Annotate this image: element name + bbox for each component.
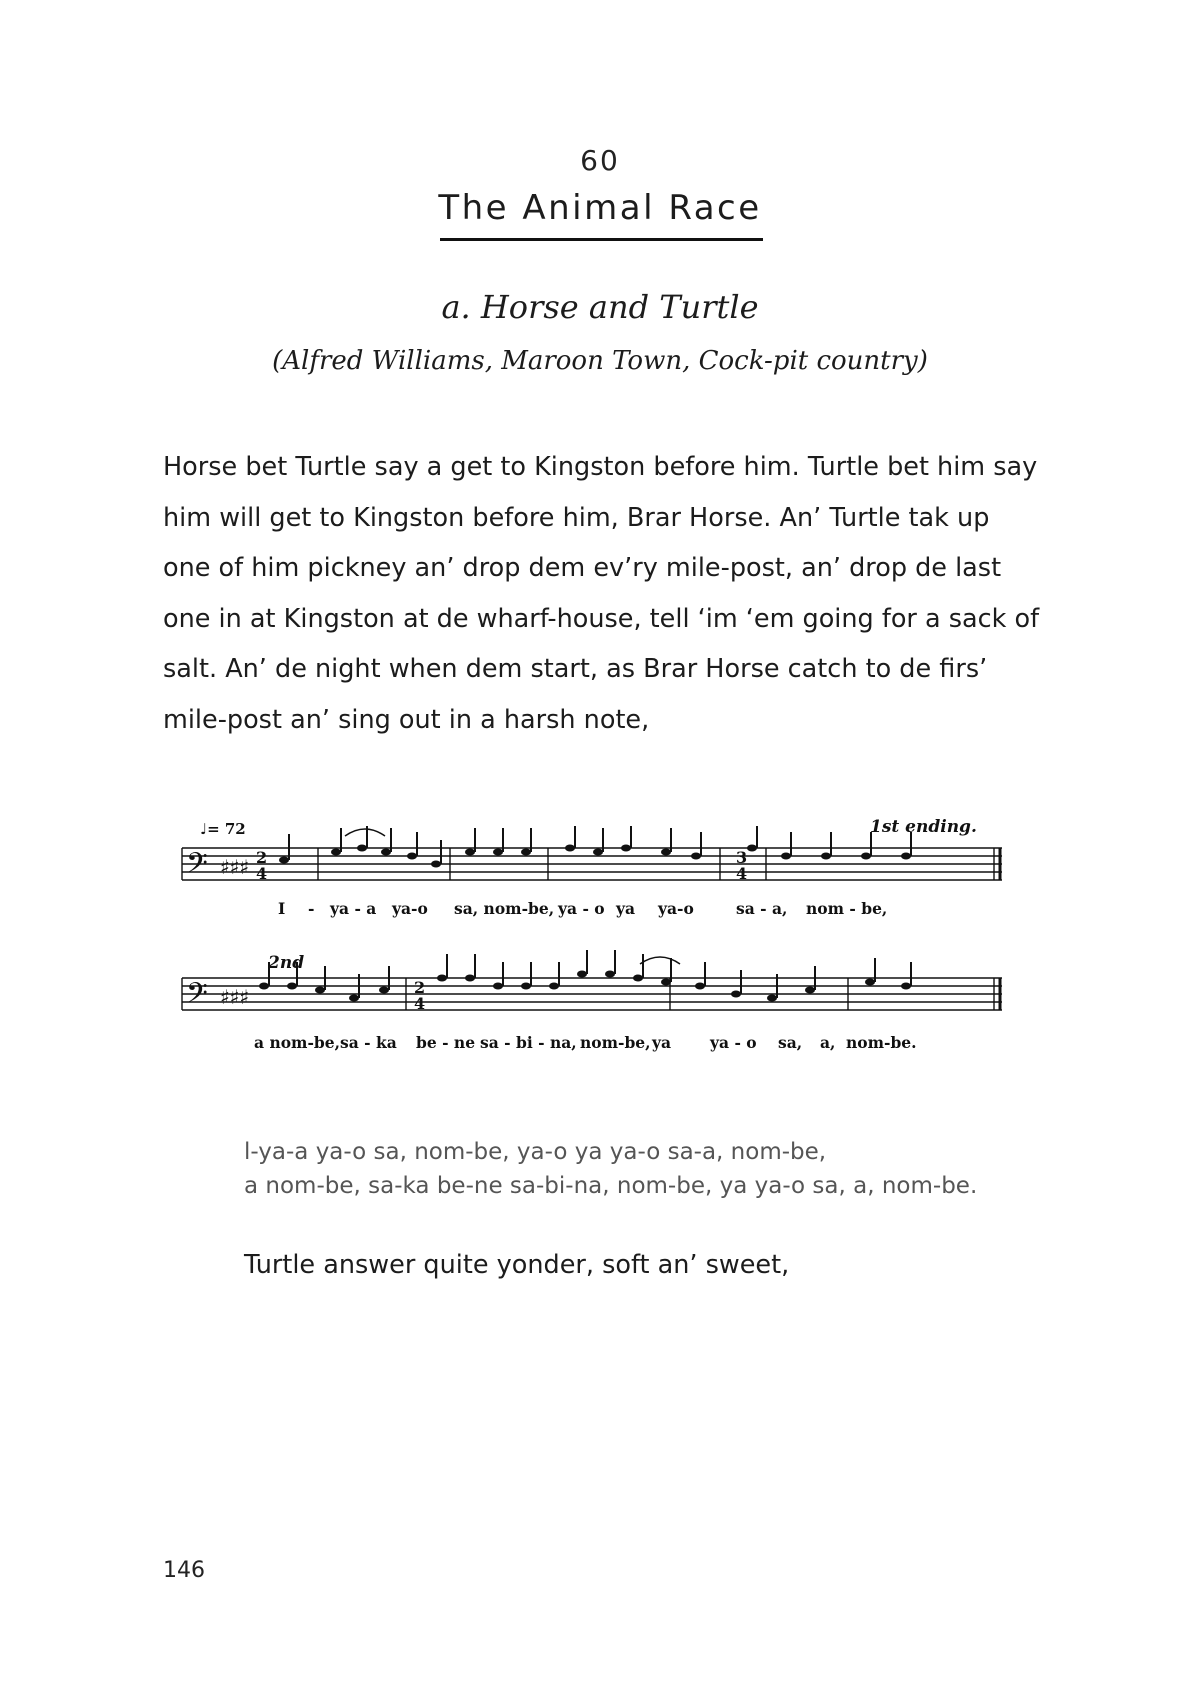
section-source: (Alfred Williams, Maroon Town, Cock-pit country) — [272, 346, 928, 376]
lyrics-line-2: a nom-be, sa-ka be-ne sa-bi-na, nom-be, ya ya-o sa, a, nom-be. — [244, 1173, 978, 1199]
time-signature-icon: 4 — [414, 994, 426, 1013]
svg-text:ya - o: ya - o — [710, 1033, 757, 1052]
svg-text:sa,: sa, — [778, 1033, 803, 1052]
svg-text:ya-o: ya-o — [658, 899, 694, 918]
staff-line-2 — [182, 978, 1002, 1010]
score-lyrics-line-2 — [254, 1033, 917, 1052]
svg-text:ya - o: ya - o — [558, 899, 605, 918]
svg-text:ya: ya — [652, 1033, 672, 1052]
section-subtitle: a. Horse and Turtle — [441, 288, 759, 326]
title-underline — [440, 238, 763, 241]
svg-text:a nom-be,: a nom-be, — [254, 1033, 340, 1052]
song-lyrics — [244, 1135, 1044, 1203]
second-ending-label: 2nd — [268, 953, 305, 973]
story-number: 60 — [580, 144, 620, 177]
score-lyrics-line-1 — [278, 899, 887, 918]
time-signature-icon: 2 — [256, 848, 268, 867]
bass-clef-icon: 𝄢 — [186, 847, 208, 887]
svg-text:sa - a,: sa - a, — [736, 899, 788, 918]
time-signature-icon: 3 — [736, 848, 748, 867]
tempo-marking: ♩= 72 — [200, 820, 246, 838]
svg-text:a,: a, — [820, 1033, 836, 1052]
svg-text:ya - a: ya - a — [330, 899, 377, 918]
svg-text:nom - be,: nom - be, — [806, 899, 888, 918]
svg-text:ya-o: ya-o — [392, 899, 428, 918]
key-signature-icon: ♯♯♯ — [220, 855, 250, 879]
story-title: The Animal Race — [438, 188, 762, 228]
svg-text:sa, nom-be,: sa, nom-be, — [454, 899, 555, 918]
lyrics-line-1: l-ya-a ya-o sa, nom-be, ya-o ya ya-o sa-a, nom-be, — [244, 1139, 827, 1165]
svg-text:-: - — [308, 899, 315, 918]
time-signature-icon: 4 — [256, 864, 268, 883]
bass-clef-icon: 𝄢 — [186, 977, 208, 1017]
continuation-text: Turtle answer quite yonder, soft an’ sweet, — [244, 1250, 790, 1280]
svg-text:I: I — [278, 899, 286, 918]
time-signature-icon: 2 — [414, 978, 426, 997]
staff-line-1 — [182, 848, 1002, 880]
svg-text:ya: ya — [616, 899, 636, 918]
svg-text:be - ne: be - ne — [416, 1033, 476, 1052]
slur-icon — [345, 829, 385, 836]
svg-text:nom-be.: nom-be. — [846, 1033, 917, 1052]
svg-text:sa - bi - na,: sa - bi - na, — [480, 1033, 577, 1052]
page-number: 146 — [163, 1558, 205, 1583]
notes-staff-1 — [279, 826, 911, 868]
svg-text:nom-be,: nom-be, — [580, 1033, 651, 1052]
body-paragraph: Horse bet Turtle say a get to Kingston before him. Turtle bet him say him will get to Kingston before him, Brar Horse. An’ Turtle tak up one of him pickney an’ drop dem ev’ry mile-post, an’ drop de last one in at Kingston at de wharf-house, tell ‘im ‘em going for a sack of salt. An’ de night when dem start, as Brar Horse catch to de firs’ mile-post an’ sing out in a harsh note, — [163, 452, 1040, 735]
slur-icon — [640, 957, 680, 964]
time-signature-icon: 4 — [736, 864, 748, 883]
music-score — [180, 818, 1020, 1070]
svg-text:sa - ka: sa - ka — [340, 1033, 397, 1052]
first-ending-label: 1st ending. — [870, 818, 977, 837]
key-signature-icon: ♯♯♯ — [220, 985, 250, 1009]
